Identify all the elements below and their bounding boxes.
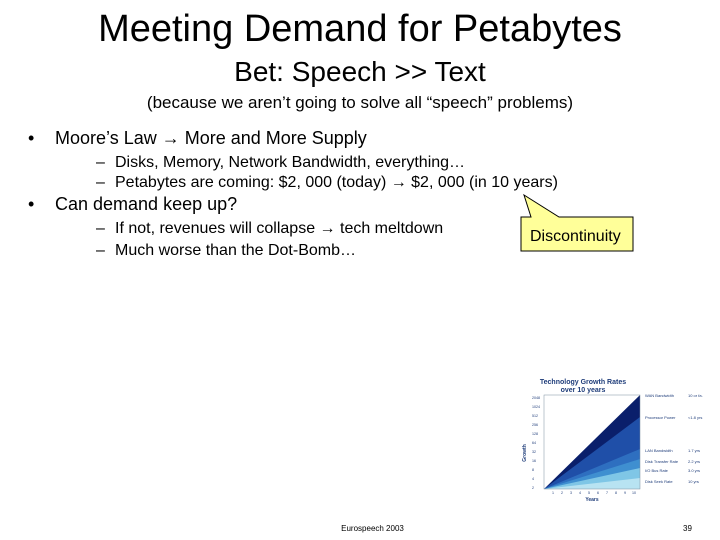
svg-text:128: 128 xyxy=(532,432,538,436)
sub-bullet-1-2-text: Petabytes are coming: $2, 000 (today) → $2, 000 (in 10 years) xyxy=(115,174,558,191)
slide-title: Meeting Demand for Petabytes xyxy=(98,8,622,50)
svg-text:16: 16 xyxy=(532,459,536,463)
svg-text:2.2 yrs: 2.2 yrs xyxy=(688,459,701,464)
slide-subtitle: Bet: Speech >> Text xyxy=(234,56,486,87)
sub-bullet-marker: – xyxy=(96,174,105,191)
bullet-marker: • xyxy=(28,194,35,214)
svg-text:2: 2 xyxy=(561,491,563,495)
svg-text:I/O Bus Rate: I/O Bus Rate xyxy=(645,468,668,473)
growth-chart xyxy=(518,373,704,505)
svg-text:32: 32 xyxy=(532,450,536,454)
bullet-2-text: Can demand keep up? xyxy=(55,194,238,214)
sub-bullet-marker: – xyxy=(96,242,105,259)
svg-text:<1.8 yrs: <1.8 yrs xyxy=(688,415,703,420)
svg-text:2: 2 xyxy=(532,486,534,490)
y-axis-label: Growth xyxy=(522,444,528,462)
sub-bullet-1-1-text: Disks, Memory, Network Bandwidth, everything… xyxy=(115,154,466,171)
footer-label: Eurospeech 2003 xyxy=(341,524,404,533)
svg-text:1.7 yrs: 1.7 yrs xyxy=(688,448,701,453)
svg-text:4: 4 xyxy=(579,491,581,495)
sub-bullet-2-1-text: If not, revenues will collapse → tech meltdown xyxy=(115,220,444,237)
sub-bullet-marker: – xyxy=(96,220,105,237)
svg-text:Disk Transfer Rate: Disk Transfer Rate xyxy=(645,459,679,464)
svg-text:1024: 1024 xyxy=(532,405,540,409)
svg-text:10: 10 xyxy=(632,491,636,495)
series-labels xyxy=(645,393,703,484)
sub-bullet-marker: – xyxy=(96,154,105,171)
svg-text:10 yrs: 10 yrs xyxy=(688,479,699,484)
callout-label: Discontinuity xyxy=(530,228,621,245)
svg-text:WAN Bandwidth: WAN Bandwidth xyxy=(645,393,674,398)
svg-text:2048: 2048 xyxy=(532,396,540,400)
svg-text:8: 8 xyxy=(615,491,617,495)
svg-text:Processor Power: Processor Power xyxy=(645,415,676,420)
svg-text:9: 9 xyxy=(624,491,626,495)
svg-text:512: 512 xyxy=(532,414,538,418)
svg-text:256: 256 xyxy=(532,423,538,427)
svg-text:6: 6 xyxy=(597,491,599,495)
y-ticks xyxy=(532,396,540,490)
page-number: 39 xyxy=(683,524,692,533)
svg-text:1: 1 xyxy=(552,491,554,495)
svg-text:Disk Seek Rate: Disk Seek Rate xyxy=(645,479,673,484)
svg-text:8: 8 xyxy=(532,468,534,472)
svg-text:3.0 yrs: 3.0 yrs xyxy=(688,468,701,473)
svg-text:LAN Bandwidth: LAN Bandwidth xyxy=(645,448,673,453)
bullet-1-text: Moore’s Law → More and More Supply xyxy=(55,128,367,148)
sub-bullet-2-2-text: Much worse than the Dot-Bomb… xyxy=(115,242,356,259)
svg-text:10 or fa.: 10 or fa. xyxy=(688,393,703,398)
svg-text:4: 4 xyxy=(532,477,534,481)
bullet-marker: • xyxy=(28,128,35,148)
svg-text:5: 5 xyxy=(588,491,590,495)
chart-title-line-1: Technology Growth Rates xyxy=(539,379,627,386)
svg-text:7: 7 xyxy=(606,491,608,495)
chart-title-line-2: over 10 years xyxy=(560,387,606,394)
svg-text:3: 3 xyxy=(570,491,572,495)
x-axis-label: Years xyxy=(585,497,599,503)
x-ticks xyxy=(552,491,636,495)
subtitle-note: (because we aren’t going to solve all “speech” problems) xyxy=(146,93,574,112)
svg-text:64: 64 xyxy=(532,441,536,445)
